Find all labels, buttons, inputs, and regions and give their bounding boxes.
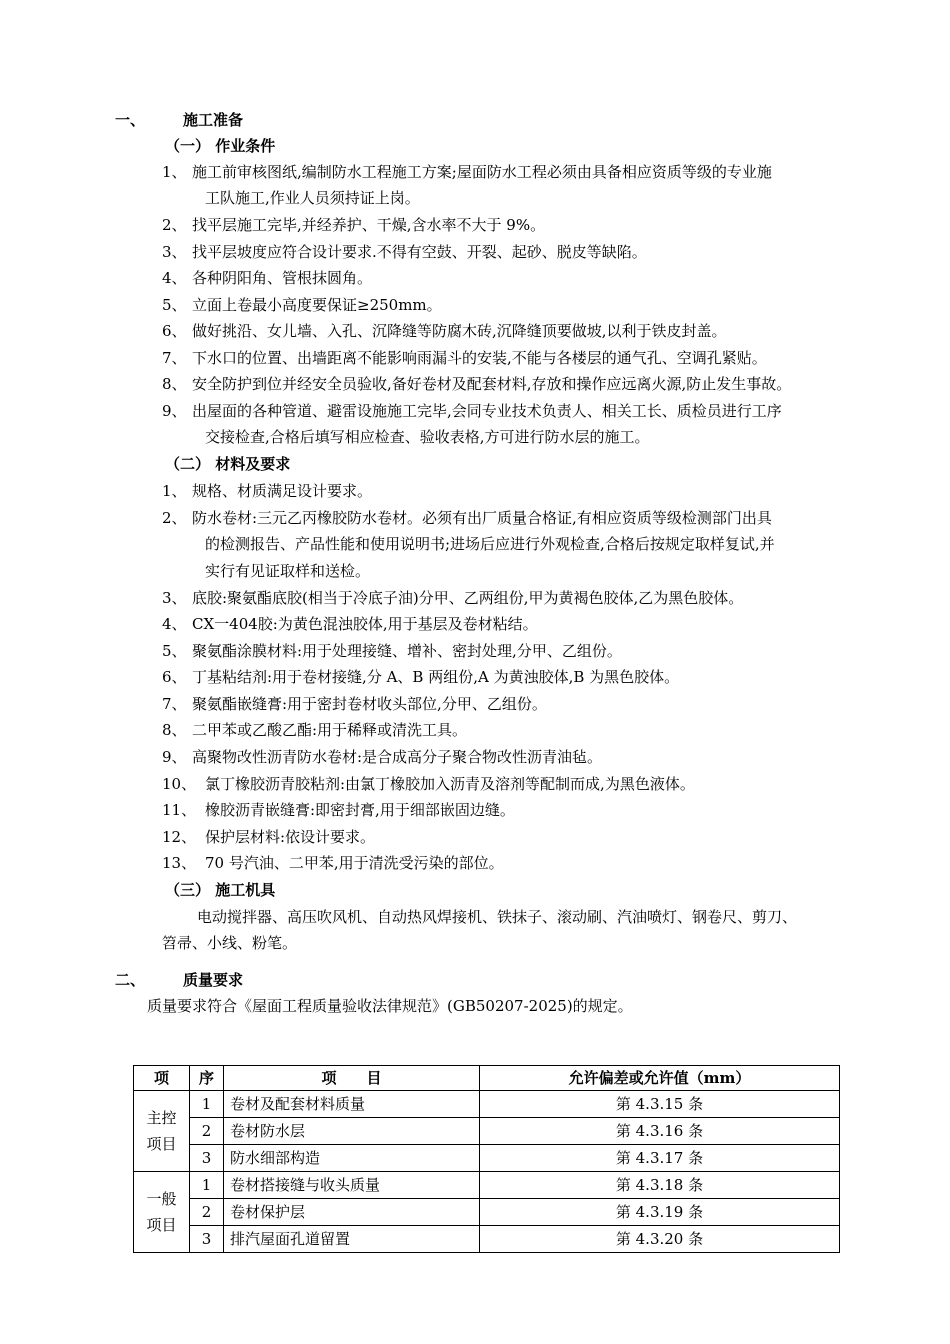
item-text: 氯丁橡胶沥青胶粘剂:由氯丁橡胶加入沥青及溶剂等配制而成,为黑色液体。	[205, 775, 695, 793]
quality-table	[133, 1065, 840, 1253]
item-number: 4、	[162, 615, 187, 633]
item-text: 橡胶沥青嵌缝膏:即密封膏,用于细部嵌固边缝。	[205, 801, 515, 819]
item-number: 8、	[162, 375, 187, 393]
row-item: 防水细部构造	[224, 1145, 480, 1172]
row-seq: 2	[190, 1199, 224, 1226]
item-number: 10、	[162, 775, 197, 793]
item-number: 8、	[162, 721, 187, 739]
row-seq: 1	[190, 1172, 224, 1199]
item-text: 二甲苯或乙酸乙酯:用于稀释或清洗工具。	[192, 721, 468, 739]
row-item: 卷材保护层	[224, 1199, 480, 1226]
header-value: 允许偏差或允许值（mm）	[480, 1066, 840, 1091]
item-number: 2、	[162, 509, 187, 527]
row-value: 第 4.3.18 条	[480, 1172, 840, 1199]
item-number: 3、	[162, 243, 187, 261]
item-number: 11、	[162, 801, 197, 819]
item-text: CX一404胶:为黄色混浊胶体,用于基层及卷材粘结。	[192, 615, 538, 633]
item-text: 聚氨酯嵌缝膏:用于密封卷材收头部位,分甲、乙组份。	[192, 695, 547, 713]
item-number: 2、	[162, 216, 187, 234]
row-seq: 3	[190, 1145, 224, 1172]
section-1-number: 一、	[115, 111, 146, 129]
item-text: 安全防护到位并经安全员验收,备好卷材及配套材料,存放和操作应远离火源,防止发生事故。	[192, 375, 792, 393]
item-number: 9、	[162, 748, 187, 766]
item-text: 找平层施工完毕,并经养护、干燥,含水率不大于 9%。	[192, 216, 546, 234]
group-label-line: 一般	[146, 1190, 177, 1208]
group-label-line: 项目	[146, 1135, 177, 1153]
item-number: 7、	[162, 349, 187, 367]
table-row	[134, 1199, 840, 1226]
row-seq: 1	[190, 1091, 224, 1118]
group-label-main	[134, 1091, 190, 1172]
table-row	[134, 1091, 840, 1118]
item-number: 1、	[162, 482, 187, 500]
subsection-1-title: （一） 作业条件	[165, 137, 276, 155]
item-number: 5、	[162, 642, 187, 660]
section-1-title: 施工准备	[183, 111, 244, 129]
row-value: 第 4.3.16 条	[480, 1118, 840, 1145]
item-number: 6、	[162, 668, 187, 686]
section-2-title: 质量要求	[183, 971, 244, 989]
table-header-row	[134, 1066, 840, 1091]
row-seq: 3	[190, 1226, 224, 1253]
item-text: 保护层材料:依设计要求。	[205, 828, 376, 846]
item-number: 6、	[162, 322, 187, 340]
item-text: 高聚物改性沥青防水卷材:是合成高分子聚合物改性沥青油毡。	[192, 748, 603, 766]
item-text: 的检测报告、产品性能和使用说明书;进场后应进行外观检查,合格后按规定取样复试,并	[205, 535, 775, 553]
row-item: 排汽屋面孔道留置	[224, 1226, 480, 1253]
item-text: 工队施工,作业人员须持证上岗。	[205, 189, 420, 207]
item-text: 施工前审核图纸,编制防水工程施工方案;屋面防水工程必须由具备相应资质等级的专业施	[192, 163, 772, 181]
row-seq: 2	[190, 1118, 224, 1145]
row-value: 第 4.3.19 条	[480, 1199, 840, 1226]
item-text: 找平层坡度应符合设计要求.不得有空鼓、开裂、起砂、脱皮等缺陷。	[192, 243, 647, 261]
table-row	[134, 1226, 840, 1253]
item-number: 13、	[162, 854, 197, 872]
item-number: 12、	[162, 828, 197, 846]
item-number: 4、	[162, 269, 187, 287]
table-row	[134, 1118, 840, 1145]
item-number: 3、	[162, 589, 187, 607]
row-value: 第 4.3.15 条	[480, 1091, 840, 1118]
item-number: 9、	[162, 402, 187, 420]
item-text: 底胶:聚氨酯底胶(相当于冷底子油)分甲、乙两组份,甲为黄褐色胶体,乙为黑色胶体。	[192, 589, 744, 607]
row-item: 卷材搭接缝与收头质量	[224, 1172, 480, 1199]
row-item: 卷材及配套材料质量	[224, 1091, 480, 1118]
item-number: 7、	[162, 695, 187, 713]
item-number: 1、	[162, 163, 187, 181]
header-seq: 序	[190, 1066, 224, 1091]
group-label-general	[134, 1172, 190, 1253]
subsection-2-title: （二） 材料及要求	[165, 455, 291, 473]
item-text: 各种阴阳角、管根抹圆角。	[192, 269, 373, 287]
row-value: 第 4.3.17 条	[480, 1145, 840, 1172]
item-text: 下水口的位置、出墙距离不能影响雨漏斗的安装,不能与各楼层的通气孔、空调孔紧贴。	[192, 349, 767, 367]
item-text: 规格、材质满足设计要求。	[192, 482, 373, 500]
quality-requirement-text: 质量要求符合《屋面工程质量验收法律规范》(GB50207-2025)的规定。	[147, 997, 633, 1015]
group-label-line: 项目	[146, 1216, 177, 1234]
tools-text: 笤帚、小线、粉笔。	[162, 934, 298, 952]
header-item: 项 目	[224, 1066, 480, 1091]
table-row	[134, 1172, 840, 1199]
item-text: 70 号汽油、二甲苯,用于清洗受污染的部位。	[205, 854, 504, 872]
row-item: 卷材防水层	[224, 1118, 480, 1145]
item-text: 交接检查,合格后填写相应检查、验收表格,方可进行防水层的施工。	[205, 428, 650, 446]
table-row	[134, 1145, 840, 1172]
item-text: 出屋面的各种管道、避雷设施施工完毕,会同专业技术负责人、相关工长、质检员进行工序	[192, 402, 782, 420]
item-text: 实行有见证取样和送检。	[205, 562, 371, 580]
item-text: 防水卷材:三元乙丙橡胶防水卷材。必须有出厂质量合格证,有相应资质等级检测部门出具	[192, 509, 772, 527]
item-text: 聚氨酯涂膜材料:用于处理接缝、增补、密封处理,分甲、乙组份。	[192, 642, 622, 660]
item-text: 做好挑沿、女儿墙、入孔、沉降缝等防腐木砖,沉降缝顶要做坡,以利于铁皮封盖。	[192, 322, 727, 340]
row-value: 第 4.3.20 条	[480, 1226, 840, 1253]
item-number: 5、	[162, 296, 187, 314]
section-2-number: 二、	[115, 971, 146, 989]
group-label-line: 主控	[146, 1109, 177, 1127]
tools-text: 电动搅拌器、高压吹风机、自动热风焊接机、铁抹子、滚动刷、汽油喷灯、钢卷尺、剪刀、	[197, 908, 798, 926]
header-category: 项	[134, 1066, 190, 1091]
item-text: 立面上卷最小高度要保证≥250mm。	[192, 296, 442, 314]
item-text: 丁基粘结剂:用于卷材接缝,分 A、B 两组份,A 为黄浊胶体,B 为黑色胶体。	[192, 668, 680, 686]
subsection-3-title: （三） 施工机具	[165, 881, 276, 899]
